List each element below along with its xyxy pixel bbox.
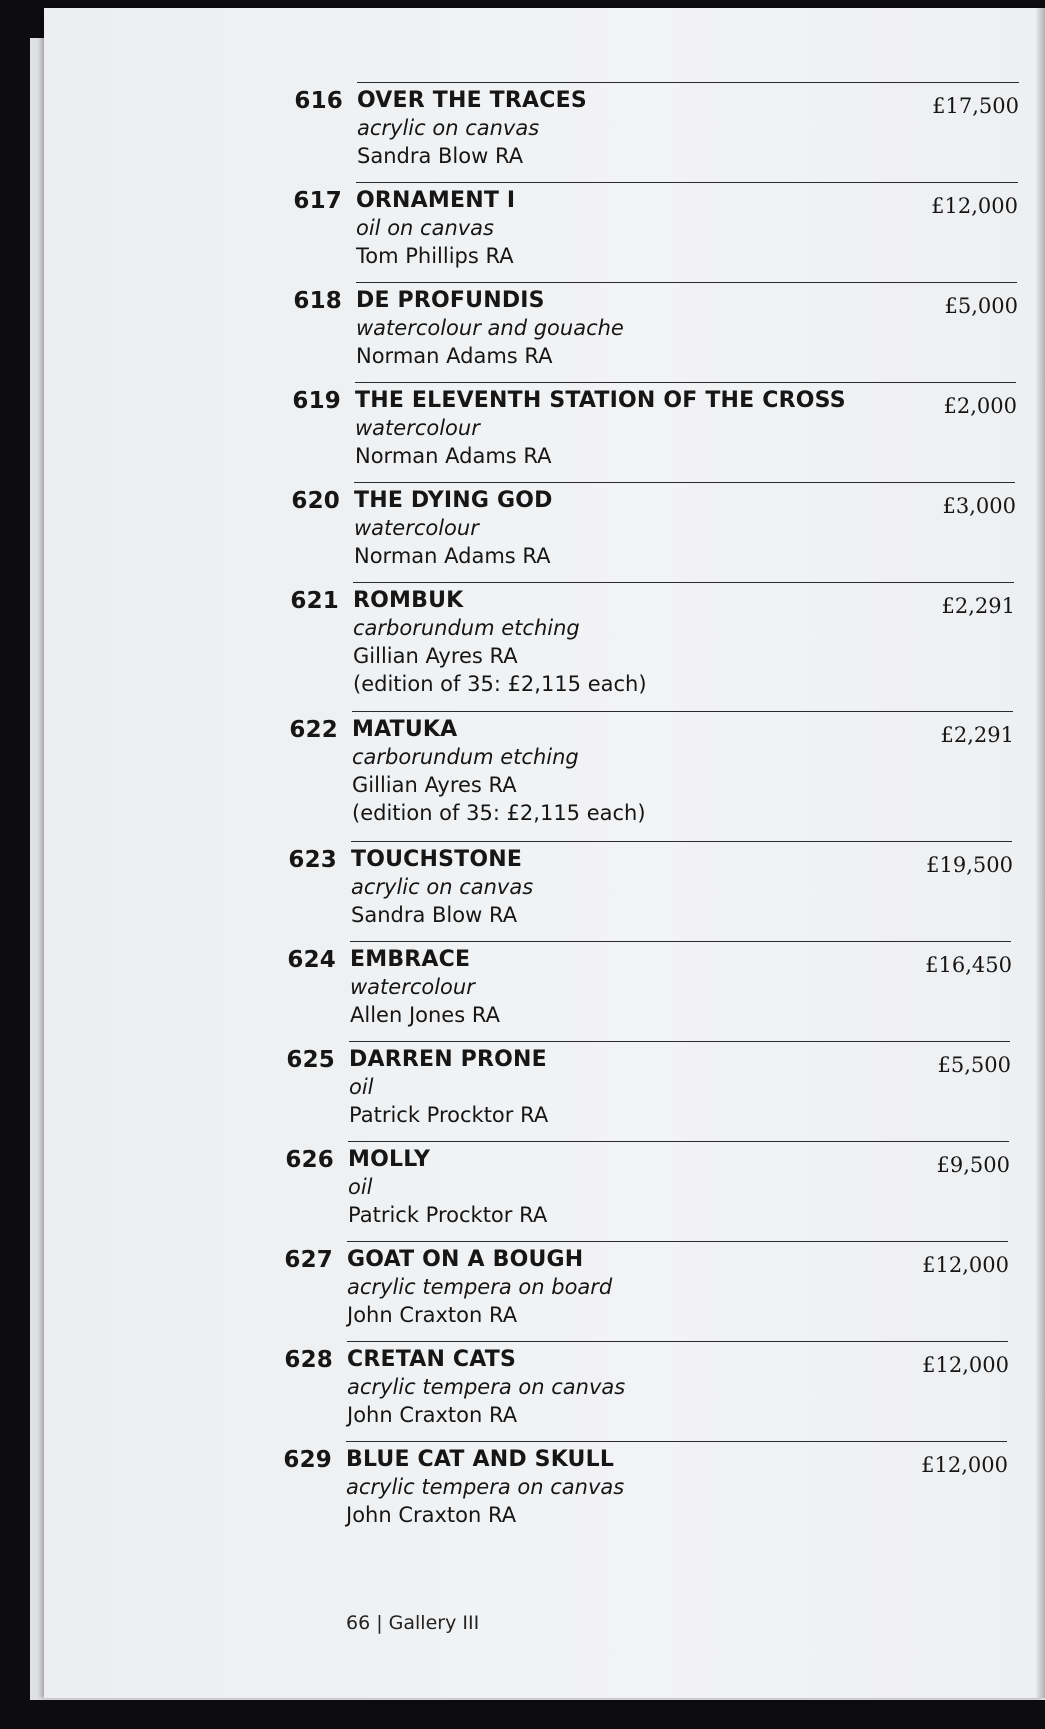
entry-number: 624: [287, 947, 336, 973]
entry-rule: [350, 941, 1011, 942]
entry-title: CRETAN CATS: [347, 1347, 517, 1372]
entry-title: GOAT ON A BOUGH: [347, 1247, 584, 1272]
entry-medium: watercolour: [355, 416, 480, 440]
entry-artist: Tom Phillips RA: [356, 244, 514, 268]
catalogue-entry: [0, 1041, 1045, 1141]
entry-price: £12,000: [922, 1253, 1009, 1277]
entry-rule: [353, 582, 1014, 583]
catalogue-entry: [0, 711, 1045, 839]
entry-medium: acrylic on canvas: [351, 875, 534, 899]
entry-price: £3,000: [942, 494, 1016, 518]
entry-rule: [348, 1141, 1009, 1142]
entry-medium: oil: [348, 1175, 373, 1199]
catalogue-entry: [0, 1141, 1045, 1241]
entry-number: 619: [292, 388, 341, 414]
entry-edition: (edition of 35: £2,115 each): [352, 801, 646, 825]
entry-title: ROMBUK: [353, 588, 464, 613]
entry-price: £2,000: [943, 394, 1017, 418]
entry-title: DE PROFUNDIS: [356, 288, 545, 313]
entry-price: £16,450: [925, 953, 1012, 977]
entry-price: £5,500: [937, 1053, 1011, 1077]
entry-medium: watercolour and gouache: [356, 316, 624, 340]
catalogue-entry: [0, 1241, 1045, 1341]
entry-artist: Sandra Blow RA: [357, 144, 524, 168]
entry-number: 629: [283, 1447, 332, 1473]
entry-number: 622: [289, 717, 338, 743]
entry-title: MOLLY: [348, 1147, 431, 1172]
entry-medium: acrylic tempera on canvas: [347, 1375, 626, 1399]
entry-medium: watercolour: [350, 975, 475, 999]
catalogue-entry: [0, 1341, 1045, 1441]
entry-number: 628: [284, 1347, 333, 1373]
entry-title: ORNAMENT I: [356, 188, 516, 213]
entry-artist: Gillian Ayres RA: [353, 644, 518, 668]
entry-title: OVER THE TRACES: [357, 88, 587, 113]
catalogue-entry: [0, 1441, 1045, 1541]
entry-medium: oil: [349, 1075, 374, 1099]
catalogue-entry: [0, 582, 1045, 710]
entry-title: THE DYING GOD: [354, 488, 553, 513]
entry-price: £12,000: [931, 194, 1018, 218]
entry-rule: [355, 382, 1016, 383]
entry-medium: carborundum etching: [353, 616, 580, 640]
entry-title: THE ELEVENTH STATION OF THE CROSS: [355, 388, 846, 413]
entry-artist: Gillian Ayres RA: [352, 773, 517, 797]
entry-artist: Patrick Procktor RA: [349, 1103, 549, 1127]
entry-artist: Sandra Blow RA: [351, 903, 518, 927]
catalogue-entry: [0, 182, 1045, 282]
catalogue-entry: [0, 482, 1045, 582]
page-footer: 66 | Gallery III: [346, 1612, 480, 1634]
entry-price: £17,500: [932, 94, 1019, 118]
entry-title: MATUKA: [352, 717, 458, 742]
catalogue-entry: [0, 841, 1045, 941]
entry-rule: [356, 182, 1018, 183]
entry-artist: Patrick Procktor RA: [348, 1203, 548, 1227]
entry-medium: acrylic tempera on board: [347, 1275, 613, 1299]
entry-rule: [356, 282, 1017, 283]
entry-rule: [347, 1241, 1008, 1242]
entry-rule: [354, 482, 1015, 483]
catalogue-entry: [0, 282, 1045, 382]
entry-artist: Allen Jones RA: [350, 1003, 500, 1027]
entry-price: £12,000: [921, 1453, 1008, 1477]
entry-artist: Norman Adams RA: [356, 344, 553, 368]
entry-number: 621: [290, 588, 339, 614]
entry-number: 618: [293, 288, 342, 314]
entry-price: £12,000: [922, 1353, 1009, 1377]
catalogue-entry: [0, 382, 1045, 482]
entry-price: £2,291: [940, 723, 1014, 747]
entry-medium: oil on canvas: [356, 216, 494, 240]
entry-number: 620: [291, 488, 340, 514]
entry-rule: [352, 711, 1013, 712]
entry-medium: watercolour: [354, 516, 479, 540]
catalogue-entry: [0, 82, 1045, 182]
entry-title: TOUCHSTONE: [351, 847, 523, 872]
entry-medium: acrylic on canvas: [357, 116, 540, 140]
entry-number: 625: [286, 1047, 335, 1073]
entry-medium: carborundum etching: [352, 745, 579, 769]
entry-edition: (edition of 35: £2,115 each): [353, 672, 647, 696]
entry-rule: [349, 1041, 1010, 1042]
entry-title: EMBRACE: [350, 947, 471, 972]
entry-artist: John Craxton RA: [347, 1303, 518, 1327]
entry-artist: John Craxton RA: [347, 1403, 518, 1427]
entry-number: 617: [293, 188, 342, 214]
entry-medium: acrylic tempera on canvas: [346, 1475, 625, 1499]
entry-price: £9,500: [936, 1153, 1010, 1177]
entry-rule: [357, 82, 1019, 83]
entry-rule: [347, 1341, 1008, 1342]
entry-rule: [346, 1441, 1007, 1442]
entry-title: BLUE CAT AND SKULL: [346, 1447, 615, 1472]
entry-artist: Norman Adams RA: [355, 444, 552, 468]
entry-number: 626: [285, 1147, 334, 1173]
entry-artist: John Craxton RA: [346, 1503, 517, 1527]
entry-number: 616: [294, 88, 343, 114]
entry-price: £19,500: [926, 853, 1013, 877]
entry-rule: [351, 841, 1012, 842]
entry-price: £2,291: [941, 594, 1015, 618]
entry-title: DARREN PRONE: [349, 1047, 547, 1072]
entry-artist: Norman Adams RA: [354, 544, 551, 568]
entry-number: 623: [288, 847, 337, 873]
entry-number: 627: [284, 1247, 333, 1273]
catalogue-entry: [0, 941, 1045, 1041]
entry-price: £5,000: [944, 294, 1018, 318]
